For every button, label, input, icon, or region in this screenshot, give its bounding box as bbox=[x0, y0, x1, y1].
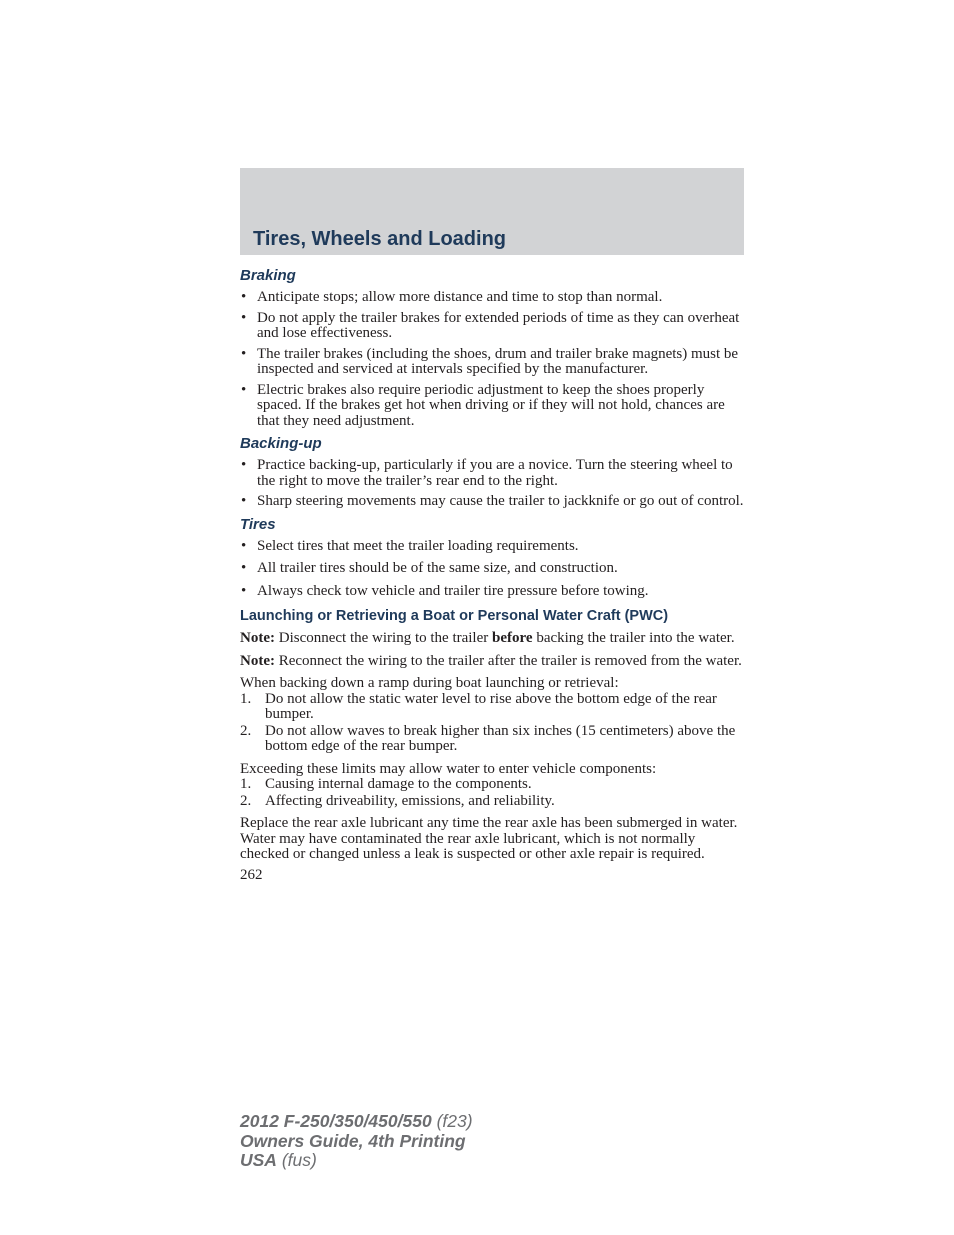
list-item: • All trailer tires should be of the same size, and construction. bbox=[240, 561, 746, 577]
list-item: • Always check tow vehicle and trailer tire pressure before towing. bbox=[240, 584, 746, 600]
list-item: • The trailer brakes (including the shoes, drum and trailer brake magnets) must be inspected and serviced at intervals specified by the manufacturer. bbox=[240, 347, 746, 378]
axle-paragraph: Replace the rear axle lubricant any time the rear axle has been submerged in water. Water may have contaminated the rear axle lubricant, which is not normally checked or changed unless a leak is suspected or other axle repair is required. bbox=[240, 815, 738, 862]
tires-heading: Tires bbox=[240, 515, 276, 533]
list-item: • Select tires that meet the trailer loading requirements. bbox=[240, 539, 746, 555]
ramp-intro: When backing down a ramp during boat launching or retrieval: bbox=[240, 675, 619, 691]
launching-heading: Launching or Retrieving a Boat or Personal Water Craft (PWC) bbox=[240, 608, 669, 624]
backing-up-heading: Backing-up bbox=[240, 435, 322, 452]
step-number: 2. bbox=[240, 722, 252, 739]
list-item bbox=[240, 777, 746, 793]
footer-model: 2012 F-250/350/450/550 bbox=[240, 1111, 432, 1131]
note-disconnect bbox=[240, 631, 746, 647]
note-label: Note: bbox=[240, 652, 275, 669]
note-text: Reconnect the wiring to the trailer after the trailer is removed from the water. bbox=[274, 652, 742, 669]
exceed-list bbox=[240, 777, 746, 809]
braking-heading: Braking bbox=[240, 267, 296, 284]
note-text: backing the trailer into the water. bbox=[532, 630, 735, 646]
footer-line-guide bbox=[240, 1132, 473, 1152]
list-item: • Electric brakes also require periodic adjustment to keep the shoes properly spaced. If the brakes get hot when driving or if they will not hold, chances are that they need adjustment. bbox=[240, 383, 746, 430]
page-content bbox=[240, 266, 746, 883]
note-text: Disconnect the wiring to the trailer bbox=[274, 630, 493, 646]
step-text: Affecting driveability, emissions, and reliability. bbox=[265, 792, 555, 809]
note-label: Note: bbox=[240, 630, 275, 646]
backing-up-list bbox=[240, 458, 746, 510]
list-item: • Practice backing-up, particularly if you are a novice. Turn the steering wheel to the right to move the trailer’s rear end to the right. bbox=[240, 458, 746, 489]
list-item bbox=[240, 724, 746, 755]
page-number: 262 bbox=[240, 866, 263, 883]
footer-region-code: (fus) bbox=[276, 1150, 317, 1170]
list-item bbox=[240, 794, 746, 810]
braking-list bbox=[240, 290, 746, 429]
exceed-intro: Exceeding these limits may allow water to enter vehicle components: bbox=[240, 760, 657, 777]
step-text: Do not allow waves to break higher than six inches (15 centimeters) above the bottom edge of the rear bumper. bbox=[265, 722, 736, 754]
tires-list bbox=[240, 539, 746, 600]
document-footer bbox=[240, 1112, 473, 1171]
step-text: Do not allow the static water level to rise above the bottom edge of the rear bumper. bbox=[265, 690, 717, 722]
step-number: 2. bbox=[240, 792, 252, 809]
list-item: • Anticipate stops; allow more distance and time to stop than normal. bbox=[240, 290, 746, 306]
section-title: Tires, Wheels and Loading bbox=[253, 228, 507, 250]
list-item: • Do not apply the trailer brakes for extended periods of time as they can overheat and lose effectiveness. bbox=[240, 311, 746, 342]
footer-line-region bbox=[240, 1151, 473, 1171]
footer-guide: Owners Guide, 4th Printing bbox=[240, 1130, 466, 1151]
footer-code: (f23) bbox=[431, 1111, 473, 1131]
footer-region: USA bbox=[240, 1150, 277, 1170]
ramp-steps bbox=[240, 692, 746, 755]
footer-line-model bbox=[240, 1112, 473, 1132]
section-header-band bbox=[240, 168, 744, 255]
step-text: Causing internal damage to the components. bbox=[265, 776, 532, 792]
step-number: 1. bbox=[240, 776, 252, 792]
step-number: 1. bbox=[240, 690, 252, 707]
list-item: • Sharp steering movements may cause the trailer to jackknife or go out of control. bbox=[240, 494, 746, 510]
note-reconnect bbox=[240, 654, 746, 670]
note-emphasis: before bbox=[492, 630, 533, 646]
list-item bbox=[240, 692, 746, 723]
